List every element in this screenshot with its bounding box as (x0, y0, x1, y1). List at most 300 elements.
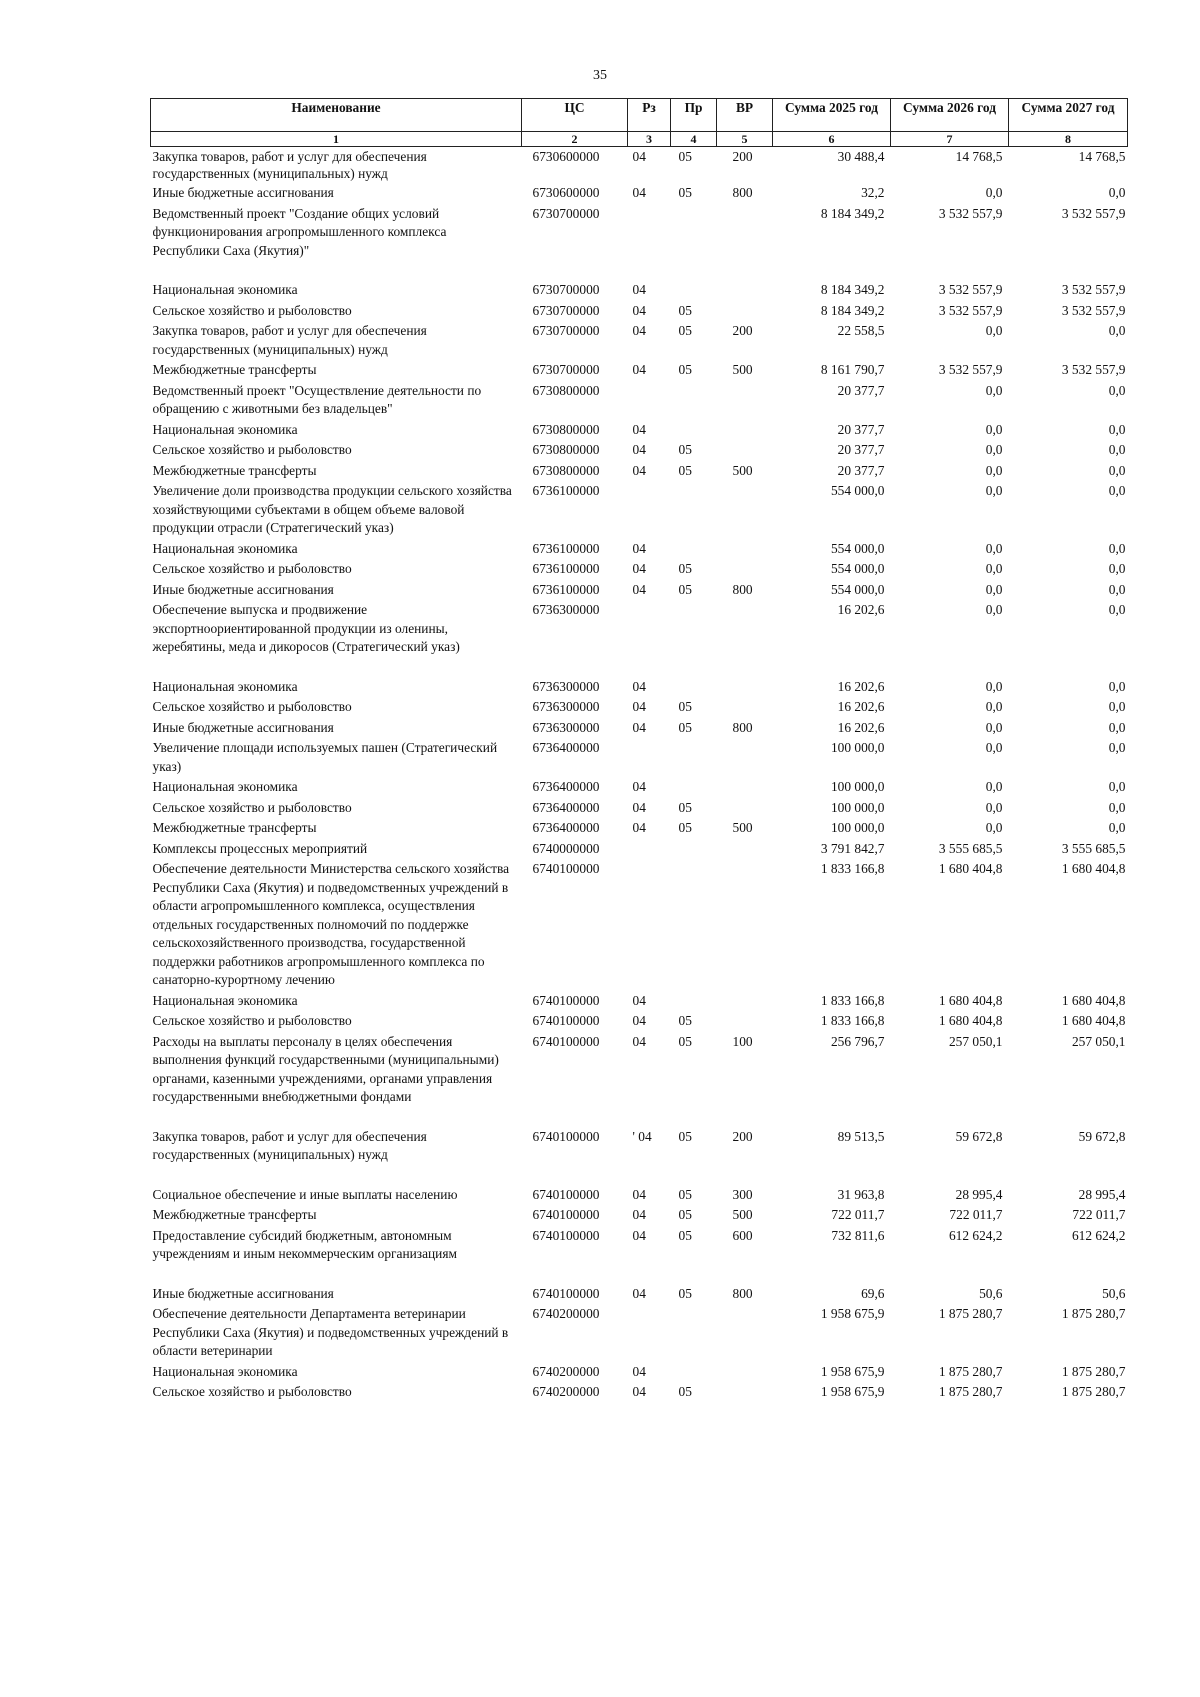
row-rz: 04 (632, 719, 646, 735)
row-pr: 05 (678, 149, 692, 164)
row-name: Закупка товаров, работ и услуг для обеспечения государственных (муниципальных) нужд (152, 323, 427, 357)
row-sum-2025: 1 833 166,8 (820, 1013, 885, 1028)
row-pr (671, 481, 717, 539)
row-sum-2026: 3 532 557,9 (938, 302, 1003, 318)
column-number: 1 (151, 132, 522, 147)
row-rz: 04 (632, 282, 646, 297)
page-number: 35 (593, 68, 607, 83)
row-cs: 6730600000 (532, 149, 600, 164)
row-pr (671, 991, 717, 1012)
table-row (151, 1011, 1128, 1032)
row-pr (671, 859, 717, 991)
table-row (151, 481, 1128, 539)
row-sum-2026: 0,0 (985, 442, 1003, 457)
row-sum-2025: 722 011,7 (831, 1207, 885, 1222)
row-cs: 6736300000 (532, 699, 600, 714)
row-sum-2027: 1 875 280,7 (1061, 1363, 1126, 1379)
row-cs: 6740100000 (532, 1227, 600, 1243)
row-sum-2026: 0,0 (985, 820, 1003, 835)
row-sum-2026: 612 624,2 (948, 1227, 1003, 1243)
row-rz: 04 (632, 561, 646, 576)
table-row (151, 204, 1128, 281)
row-sum-2027: 0,0 (1108, 462, 1126, 478)
row-name: Межбюджетные трансферты (152, 462, 317, 478)
row-pr: 05 (678, 442, 692, 457)
row-vr: 800 (732, 1285, 753, 1301)
row-pr (671, 204, 717, 281)
row-sum-2026: 0,0 (985, 779, 1003, 794)
row-name: Сельское хозяйство и рыболовство (152, 1013, 352, 1028)
row-sum-2025: 100 000,0 (830, 779, 885, 794)
row-cs: 6740200000 (532, 1306, 600, 1321)
row-rz: 04 (632, 302, 646, 318)
row-pr: 05 (678, 1186, 692, 1202)
row-sum-2026: 0,0 (985, 581, 1003, 597)
budget-table (150, 98, 1128, 1403)
row-sum-2025: 20 377,7 (837, 382, 885, 398)
row-pr: 05 (678, 1227, 692, 1243)
row-sum-2027: 0,0 (1108, 561, 1126, 576)
row-vr: 800 (732, 185, 753, 200)
row-cs: 6740200000 (532, 1363, 600, 1379)
row-sum-2027: 14 768,5 (1078, 149, 1126, 164)
row-sum-2025: 20 377,7 (837, 421, 885, 437)
row-name: Обеспечение деятельности Министерства сельского хозяйства Республики Саха (Якутия) и подведомственных учреждений в области агропромышленного комплекса, осуществления отдельных государственных полномочий по поддержке сельскохозяйственного производства, государственной поддержки работников агропромышленного комплекса по санаторно-курортному лечению (152, 861, 510, 987)
row-vr: 200 (732, 323, 753, 338)
row-vr (717, 991, 773, 1012)
column-header-sum-2027: Сумма 2027 год (1009, 99, 1128, 132)
row-sum-2025: 100 000,0 (830, 820, 885, 835)
table-row (151, 718, 1128, 739)
row-sum-2025: 1 833 166,8 (820, 861, 885, 876)
row-sum-2027: 50,6 (1102, 1285, 1126, 1301)
row-pr: 05 (678, 799, 692, 815)
row-sum-2026: 0,0 (985, 185, 1003, 200)
table-row (151, 360, 1128, 381)
row-sum-2026: 0,0 (985, 382, 1003, 398)
row-rz: 04 (632, 442, 646, 457)
row-sum-2026: 0,0 (985, 602, 1003, 617)
row-rz: 04 (632, 1186, 646, 1202)
row-pr: 05 (678, 1013, 692, 1028)
row-name: Закупка товаров, работ и услуг для обеспечения государственных (муниципальных) нужд (152, 149, 427, 181)
row-sum-2027: 0,0 (1108, 820, 1126, 835)
column-header-cs: ЦС (522, 99, 628, 132)
row-cs: 6730600000 (532, 185, 600, 200)
row-pr (671, 1304, 717, 1362)
row-name: Национальная экономика (152, 421, 298, 437)
row-sum-2027: 3 532 557,9 (1061, 362, 1126, 377)
row-cs: 6740100000 (532, 1186, 600, 1202)
row-sum-2025: 8 161 790,7 (820, 362, 885, 377)
row-name: Сельское хозяйство и рыболовство (152, 302, 352, 318)
row-rz: ' 04 (632, 1128, 652, 1144)
table-row (151, 321, 1128, 360)
row-sum-2026: 0,0 (985, 699, 1003, 714)
row-pr (671, 738, 717, 777)
row-pr (671, 839, 717, 860)
row-sum-2026: 0,0 (985, 483, 1003, 498)
row-cs: 6740100000 (532, 861, 600, 876)
row-cs: 6736400000 (532, 820, 600, 835)
row-sum-2026: 1 875 280,7 (938, 1363, 1003, 1379)
row-sum-2027: 0,0 (1108, 799, 1126, 815)
row-sum-2025: 30 488,4 (837, 149, 885, 164)
row-sum-2025: 8 184 349,2 (820, 205, 885, 221)
row-vr (717, 381, 773, 420)
row-sum-2027: 1 680 404,8 (1061, 861, 1126, 876)
column-number: 6 (773, 132, 891, 147)
table-row (151, 738, 1128, 777)
row-sum-2027: 1 680 404,8 (1061, 1013, 1126, 1028)
column-header-rz: Рз (628, 99, 671, 132)
row-cs: 6730700000 (532, 302, 600, 318)
row-sum-2025: 32,2 (861, 185, 885, 200)
row-sum-2027: 3 532 557,9 (1061, 302, 1126, 318)
row-rz: 04 (632, 820, 646, 835)
row-cs: 6736100000 (532, 581, 600, 597)
row-rz: 04 (632, 540, 646, 556)
column-number: 3 (628, 132, 671, 147)
row-vr (717, 697, 773, 718)
table-row (151, 1032, 1128, 1127)
row-pr: 05 (678, 719, 692, 735)
row-cs: 6736100000 (532, 561, 600, 576)
row-cs: 6730800000 (532, 442, 600, 457)
row-vr: 500 (732, 462, 753, 478)
row-sum-2026: 0,0 (985, 719, 1003, 735)
row-rz: 04 (632, 1033, 646, 1049)
row-sum-2027: 1 680 404,8 (1061, 992, 1126, 1008)
row-rz: 04 (632, 779, 646, 794)
column-number: 4 (671, 132, 717, 147)
row-sum-2027: 0,0 (1108, 678, 1126, 694)
column-number: 2 (522, 132, 628, 147)
row-sum-2025: 554 000,0 (830, 540, 885, 556)
row-sum-2026: 0,0 (985, 740, 1003, 755)
row-vr (717, 1362, 773, 1383)
row-vr (717, 677, 773, 698)
row-name: Комплексы процессных мероприятий (152, 840, 368, 856)
row-vr: 800 (732, 719, 753, 735)
table-row (151, 1226, 1128, 1284)
row-vr (717, 777, 773, 798)
row-sum-2025: 16 202,6 (837, 719, 885, 735)
row-sum-2027: 0,0 (1108, 185, 1126, 200)
row-sum-2027: 0,0 (1108, 382, 1126, 398)
row-vr (717, 1304, 773, 1362)
row-sum-2026: 1 680 404,8 (938, 992, 1003, 1008)
row-cs: 6736100000 (532, 483, 600, 498)
row-rz: 04 (632, 1207, 646, 1222)
row-pr: 05 (678, 362, 692, 377)
row-cs: 6730700000 (532, 323, 600, 338)
row-rz: 04 (632, 581, 646, 597)
row-vr (717, 839, 773, 860)
row-sum-2026: 0,0 (985, 561, 1003, 576)
row-cs: 6730800000 (532, 382, 600, 398)
row-rz: 04 (632, 149, 646, 164)
row-rz: 04 (632, 1384, 646, 1399)
row-sum-2027: 0,0 (1108, 323, 1126, 338)
row-cs: 6736300000 (532, 678, 600, 694)
row-pr (671, 777, 717, 798)
row-vr: 500 (732, 362, 753, 377)
row-vr: 600 (732, 1227, 753, 1243)
row-sum-2027: 0,0 (1108, 581, 1126, 597)
row-cs: 6736100000 (532, 540, 600, 556)
row-sum-2025: 31 963,8 (837, 1186, 885, 1202)
table-row (151, 818, 1128, 839)
table-row (151, 839, 1128, 860)
row-rz: 04 (632, 362, 646, 377)
table-row (151, 440, 1128, 461)
row-name: Ведомственный проект "Создание общих условий функционирования агропромышленного комплекса Республики Саха (Якутия)" (152, 205, 447, 258)
row-vr: 200 (732, 149, 753, 164)
table-body (151, 147, 1128, 1403)
row-name: Увеличение доли производства продукции сельского хозяйства хозяйствующими субъектами в общем объеме валовой продукции отрасли (Стратегический указ) (152, 483, 512, 535)
row-rz: 04 (632, 1363, 646, 1379)
row-sum-2026: 3 555 685,5 (938, 840, 1003, 856)
row-sum-2027: 28 995,4 (1078, 1186, 1126, 1202)
row-name: Межбюджетные трансферты (152, 362, 317, 377)
row-rz (628, 839, 671, 860)
row-rz (628, 859, 671, 991)
row-name: Национальная экономика (152, 678, 298, 694)
row-pr: 05 (678, 1128, 692, 1144)
row-sum-2026: 1 875 280,7 (938, 1306, 1003, 1321)
row-rz (628, 481, 671, 539)
row-vr: 300 (732, 1186, 753, 1202)
row-sum-2027: 3 555 685,5 (1061, 840, 1126, 856)
row-name: Ведомственный проект "Осуществление деятельности по обращению с животными без владельцев" (152, 382, 482, 416)
table-row (151, 798, 1128, 819)
row-name: Национальная экономика (152, 1363, 298, 1379)
row-sum-2027: 0,0 (1108, 442, 1126, 457)
row-rz: 04 (632, 462, 646, 478)
row-sum-2026: 0,0 (985, 462, 1003, 478)
row-rz: 04 (632, 185, 646, 200)
row-sum-2025: 100 000,0 (830, 799, 885, 815)
row-name: Обеспечение выпуска и продвижение экспортноориентированной продукции из оленины, жеребятины, меда и дикоросов (Стратегический указ) (152, 602, 460, 654)
row-cs: 6730700000 (532, 205, 600, 221)
row-name: Иные бюджетные ассигнования (152, 1285, 334, 1301)
row-sum-2027: 0,0 (1108, 740, 1126, 755)
row-vr (717, 280, 773, 301)
row-pr: 05 (678, 185, 692, 200)
row-sum-2025: 256 796,7 (830, 1033, 885, 1049)
row-vr: 500 (732, 1207, 753, 1222)
row-rz: 04 (632, 992, 646, 1008)
row-cs: 6736400000 (532, 799, 600, 815)
row-name: Предоставление субсидий бюджетным, автономным учреждениям и иным некоммерческим организациям (152, 1227, 457, 1261)
row-cs: 6736300000 (532, 719, 600, 735)
row-sum-2025: 8 184 349,2 (820, 302, 885, 318)
row-cs: 6740100000 (532, 1207, 600, 1222)
row-sum-2026: 3 532 557,9 (938, 362, 1003, 377)
row-sum-2026: 257 050,1 (948, 1033, 1003, 1049)
row-pr: 05 (678, 1285, 692, 1301)
row-name: Межбюджетные трансферты (152, 820, 317, 835)
column-header-name: Наименование (151, 99, 522, 132)
row-name: Социальное обеспечение и иные выплаты населению (152, 1186, 458, 1202)
row-sum-2025: 8 184 349,2 (820, 282, 885, 297)
column-header-sum-2025: Сумма 2025 год (773, 99, 891, 132)
row-sum-2027: 1 875 280,7 (1061, 1306, 1126, 1321)
table-row (151, 1304, 1128, 1362)
row-cs: 6730800000 (532, 462, 600, 478)
row-rz: 04 (632, 1013, 646, 1028)
row-sum-2027: 0,0 (1108, 699, 1126, 714)
column-number: 7 (891, 132, 1009, 147)
row-name: Сельское хозяйство и рыболовство (152, 1384, 352, 1399)
table-row (151, 1284, 1128, 1305)
row-vr (717, 1382, 773, 1403)
row-sum-2025: 3 791 842,7 (820, 840, 885, 856)
row-sum-2027: 0,0 (1108, 421, 1126, 437)
row-vr (717, 481, 773, 539)
row-name: Национальная экономика (152, 992, 298, 1008)
row-sum-2027: 3 532 557,9 (1061, 205, 1126, 221)
table-row (151, 539, 1128, 560)
row-pr: 05 (678, 699, 692, 714)
row-cs: 6730700000 (532, 362, 600, 377)
column-header-pr: Пр (671, 99, 717, 132)
row-sum-2026: 0,0 (985, 799, 1003, 815)
row-pr (671, 381, 717, 420)
row-sum-2026: 14 768,5 (955, 149, 1003, 164)
table-row (151, 301, 1128, 322)
row-pr: 05 (678, 1207, 692, 1222)
row-cs: 6730700000 (532, 282, 600, 297)
row-sum-2027: 1 875 280,7 (1061, 1384, 1126, 1399)
row-sum-2025: 554 000,0 (830, 581, 885, 597)
table-row (151, 559, 1128, 580)
row-sum-2025: 100 000,0 (830, 740, 885, 755)
row-sum-2026: 50,6 (979, 1285, 1003, 1301)
row-name: Национальная экономика (152, 540, 298, 556)
row-pr (671, 600, 717, 677)
row-name: Увеличение площади используемых пашен (Стратегический указ) (152, 740, 498, 774)
table-row (151, 580, 1128, 601)
table-row (151, 600, 1128, 677)
table-row (151, 381, 1128, 420)
row-cs: 6740100000 (532, 1285, 600, 1301)
row-pr (671, 1362, 717, 1383)
row-sum-2025: 16 202,6 (837, 602, 885, 617)
row-sum-2027: 0,0 (1108, 602, 1126, 617)
row-vr: 500 (732, 820, 753, 835)
table-row (151, 677, 1128, 698)
row-vr (717, 600, 773, 677)
row-pr (671, 677, 717, 698)
row-rz (628, 600, 671, 677)
row-cs: 6740000000 (532, 840, 600, 856)
row-pr (671, 539, 717, 560)
row-vr (717, 798, 773, 819)
column-header-sum-2026: Сумма 2026 год (891, 99, 1009, 132)
row-sum-2027: 59 672,8 (1078, 1128, 1126, 1144)
row-rz: 04 (632, 678, 646, 694)
row-sum-2025: 16 202,6 (837, 678, 885, 694)
table-row (151, 1205, 1128, 1226)
row-sum-2026: 59 672,8 (955, 1128, 1003, 1144)
row-sum-2025: 20 377,7 (837, 462, 885, 478)
column-header-vr: ВР (717, 99, 773, 132)
row-sum-2025: 1 958 675,9 (820, 1306, 885, 1321)
row-name: Обеспечение деятельности Департамента ветеринарии Республики Саха (Якутия) и подведомственных учреждений в области ветеринарии (152, 1306, 509, 1358)
row-name: Закупка товаров, работ и услуг для обеспечения государственных (муниципальных) нужд (152, 1128, 427, 1162)
row-cs: 6736400000 (532, 779, 600, 794)
row-sum-2026: 3 532 557,9 (938, 282, 1003, 297)
row-sum-2025: 69,6 (861, 1285, 885, 1301)
table-row (151, 280, 1128, 301)
row-pr: 05 (678, 561, 692, 576)
row-pr: 05 (678, 581, 692, 597)
row-vr (717, 738, 773, 777)
row-sum-2027: 3 532 557,9 (1061, 282, 1126, 297)
row-rz (628, 381, 671, 420)
row-cs: 6740100000 (532, 1013, 600, 1028)
row-cs: 6740100000 (532, 1033, 600, 1049)
table-row (151, 420, 1128, 441)
row-sum-2025: 16 202,6 (837, 699, 885, 714)
row-vr (717, 539, 773, 560)
row-sum-2026: 722 011,7 (949, 1207, 1003, 1222)
row-sum-2025: 732 811,6 (831, 1227, 885, 1243)
row-pr: 05 (678, 1384, 692, 1399)
table-row (151, 1185, 1128, 1206)
column-number-row (151, 132, 1128, 147)
row-sum-2027: 0,0 (1108, 483, 1126, 498)
row-sum-2025: 1 958 675,9 (820, 1384, 885, 1399)
row-cs: 6740200000 (532, 1384, 600, 1399)
row-cs: 6730800000 (532, 421, 600, 437)
row-name: Национальная экономика (152, 779, 298, 794)
row-vr (717, 440, 773, 461)
row-name: Иные бюджетные ассигнования (152, 719, 334, 735)
row-rz: 04 (632, 1227, 646, 1243)
row-sum-2026: 28 995,4 (955, 1186, 1003, 1202)
table-row (151, 859, 1128, 991)
table-row (151, 147, 1128, 184)
row-vr: 800 (732, 581, 753, 597)
row-pr (671, 280, 717, 301)
row-pr: 05 (678, 820, 692, 835)
row-sum-2027: 722 011,7 (1072, 1207, 1126, 1222)
row-pr: 05 (678, 302, 692, 318)
row-sum-2026: 0,0 (985, 421, 1003, 437)
row-sum-2026: 1 680 404,8 (938, 861, 1003, 876)
table-row (151, 1362, 1128, 1383)
row-name: Иные бюджетные ассигнования (152, 581, 334, 597)
row-sum-2025: 554 000,0 (830, 561, 885, 576)
row-rz: 04 (632, 1285, 646, 1301)
row-rz (628, 738, 671, 777)
row-vr: 100 (732, 1033, 753, 1049)
row-sum-2026: 3 532 557,9 (938, 205, 1003, 221)
row-vr (717, 420, 773, 441)
row-sum-2026: 0,0 (985, 323, 1003, 338)
table-row (151, 1127, 1128, 1185)
row-sum-2025: 89 513,5 (837, 1128, 885, 1144)
row-sum-2025: 1 833 166,8 (820, 992, 885, 1008)
row-name: Сельское хозяйство и рыболовство (152, 699, 352, 714)
column-number: 8 (1009, 132, 1128, 147)
row-cs: 6736300000 (532, 602, 600, 617)
row-name: Расходы на выплаты персоналу в целях обеспечения выполнения функций государственными (муниципальными) органами, казенными учреждениями, органами управления государственными внебюджетными фондами (152, 1033, 499, 1104)
row-cs: 6740100000 (532, 992, 600, 1008)
